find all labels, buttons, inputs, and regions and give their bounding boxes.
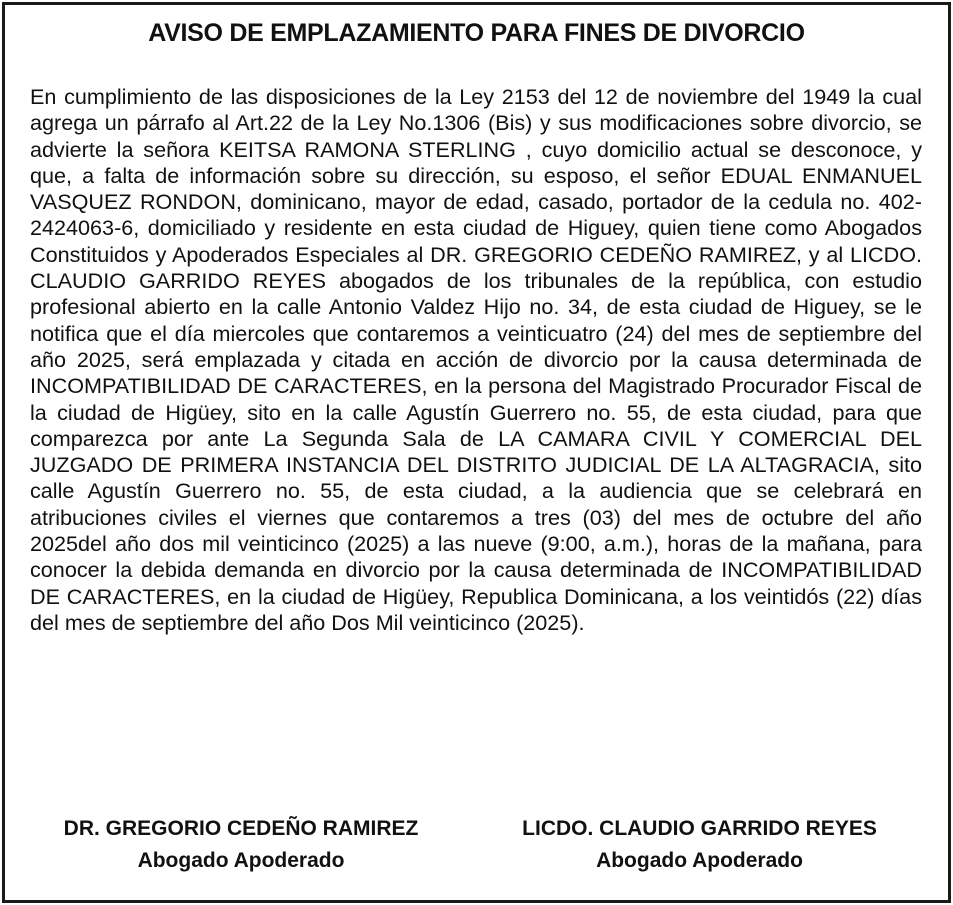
notice-body: En cumplimiento de las disposiciones de la Ley 2153 del 12 de noviembre del 1949 la cual agrega un párrafo al Art.22 de la Ley No.1306 (Bis) y sus modificaciones sobre divorcio, se advierte la señora KEITSA RAMONA STERLING , cuyo domicilio actual se desconoce, y que, a falta de información sobre su dirección, su esposo, el señor EDUAL ENMANUEL VASQUEZ RONDON, dominicano, mayor de edad, casado, portador de la cedula no. 402-2424063-6, domiciliado y residente en esta ciudad de Higuey, quien tiene como Abogados Constituidos y Apoderados Especiales al DR. GREGORIO CEDEÑO RAMIREZ, y al LICDO. CLAUDIO GARRIDO REYES abogados de los tribunales de la república, con estudio profesional abierto en la calle Antonio Valdez Hijo no. 34, de esta ciudad de Higuey, se le notifica que el día miercoles que contaremos a veinticuatro (24) del mes de septiembre del año 2025, será emplazada y citada en acción de divorcio por la causa determinada de INCOMPATIBILIDAD DE CARACTERES, en la persona del Magistrado Procurador Fiscal de la ciudad de Higüey, sito en la calle Agustín Guerrero no. 55, de esta ciudad, para que comparezca por ante La Segunda Sala de LA CAMARA CIVIL Y COMERCIAL DEL JUZGADO DE PRIMERA INSTANCIA DEL DISTRITO JUDICIAL DE LA ALTAGRACIA, sito calle Agustín Guerrero no. 55, de esta ciudad, a la audiencia que se celebrará en atribuciones civiles el viernes que contaremos a tres (03) del mes de octubre del año 2025del año dos mil veinticinco (2025) a las nueve (9:00, a.m.), horas de la mañana, para conocer la debida demanda en divorcio por la causa determinada de INCOMPATIBILIDAD DE CARACTERES, en la ciudad de Higüey, Republica Dominicana, a los veintidós (22) días del mes de septiembre del año Dos Mil veinticinco (2025). xyxy=(30,84,922,635)
signature-name-left: DR. GREGORIO CEDEÑO RAMIREZ xyxy=(63,817,419,840)
notice-title: AVISO DE EMPLAZAMIENTO PARA FINES DE DIVORCIO xyxy=(148,19,805,47)
signature-block-left xyxy=(28,813,454,877)
legal-notice-frame xyxy=(2,2,951,903)
signature-name-right: LICDO. CLAUDIO GARRIDO REYES xyxy=(522,817,877,840)
signature-role-left: Abogado Apoderado xyxy=(137,849,345,872)
signature-block-right xyxy=(483,813,916,877)
signature-role-right: Abogado Apoderado xyxy=(596,849,803,872)
